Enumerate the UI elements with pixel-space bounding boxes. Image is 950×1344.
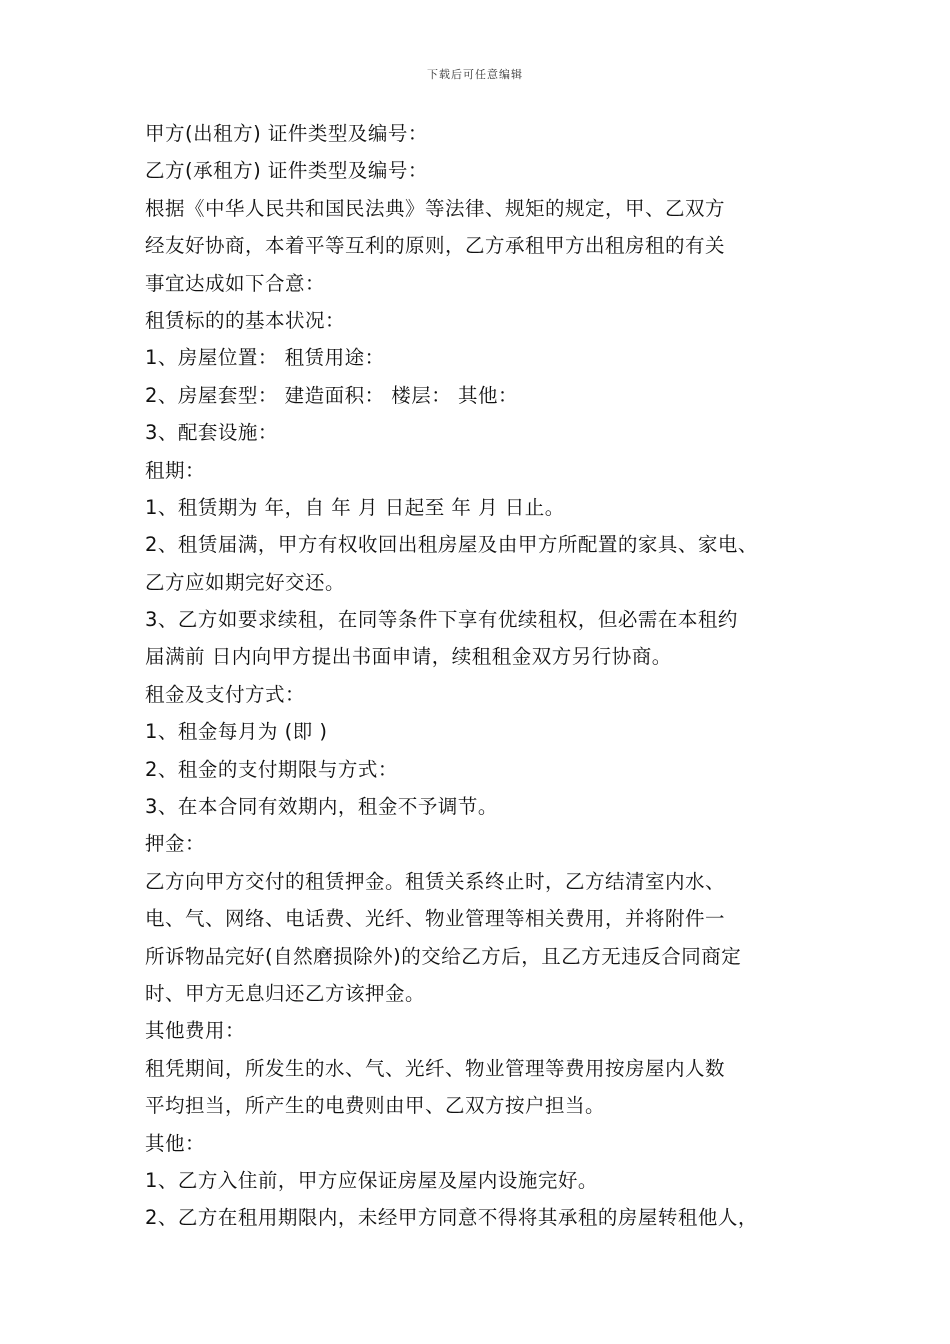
text-line: 届满前 日内向甲方提出书面申请，续租租金双方另行协商。 <box>145 645 672 669</box>
text-line: 电、气、网络、电话费、光纤、物业管理等相关费用，并将附件一 <box>145 907 726 931</box>
section-heading: 押金： <box>145 832 206 856</box>
text-line: 事宜达成如下合意： <box>145 271 326 295</box>
text-line: 乙方应如期完好交还。 <box>145 570 346 594</box>
section-heading: 其他费用： <box>145 1019 246 1043</box>
section-heading: 租赁标的的基本状况： <box>145 308 346 332</box>
text-line: 1、租赁期为 年，自 年 月 日起至 年 月 日止。 <box>145 495 565 519</box>
header-note: 下载后可任意编辑 <box>427 68 523 81</box>
text-line: 1、乙方入住前，甲方应保证房屋及屋内设施完好。 <box>145 1168 598 1192</box>
text-line: 乙方(承租方) 证件类型及编号： <box>145 159 428 183</box>
text-line: 1、房屋位置： 租赁用途： <box>145 346 385 370</box>
text-line: 3、在本合同有效期内，租金不予调节。 <box>145 795 498 819</box>
text-line: 2、乙方在租用期限内，未经甲方同意不得将其承租的房屋转租他人， <box>145 1206 758 1230</box>
section-heading: 其他： <box>145 1131 206 1155</box>
text-line: 2、租赁届满，甲方有权收回出租房屋及由甲方所配置的家具、家电、 <box>145 533 758 557</box>
text-line: 乙方向甲方交付的租赁押金。租赁关系终止时，乙方结清室内水、 <box>145 869 726 893</box>
text-line: 租凭期间，所发生的水、气、光纤、物业管理等费用按房屋内人数 <box>145 1056 726 1080</box>
text-line: 所诉物品完好(自然磨损除外)的交给乙方后，且乙方无违反合同商定 <box>145 944 742 968</box>
text-line: 甲方(出租方) 证件类型及编号： <box>145 122 428 145</box>
section-heading: 租期： <box>145 458 206 482</box>
document-body <box>145 115 825 1237</box>
text-line: 2、房屋套型： 建造面积： 楼层： 其他： <box>145 383 519 407</box>
text-line: 3、乙方如要求续租，在同等条件下享有优续租权，但必需在本租约 <box>145 608 738 632</box>
text-line: 平均担当，所产生的电费则由甲、乙双方按户担当。 <box>145 1094 606 1118</box>
text-line: 2、租金的支付期限与方式： <box>145 757 398 781</box>
text-line: 时、甲方无息归还乙方该押金。 <box>145 981 426 1005</box>
text-line: 经友好协商，本着平等互利的原则，乙方承租甲方出租房租的有关 <box>145 234 726 258</box>
text-line: 3、配套设施： <box>145 421 278 445</box>
text-line: 1、租金每月为 (即 ) <box>145 720 328 744</box>
text-line: 根据《中华人民共和国民法典》等法律、规矩的规定，甲、乙双方 <box>145 196 726 220</box>
section-heading: 租金及支付方式： <box>145 682 306 706</box>
